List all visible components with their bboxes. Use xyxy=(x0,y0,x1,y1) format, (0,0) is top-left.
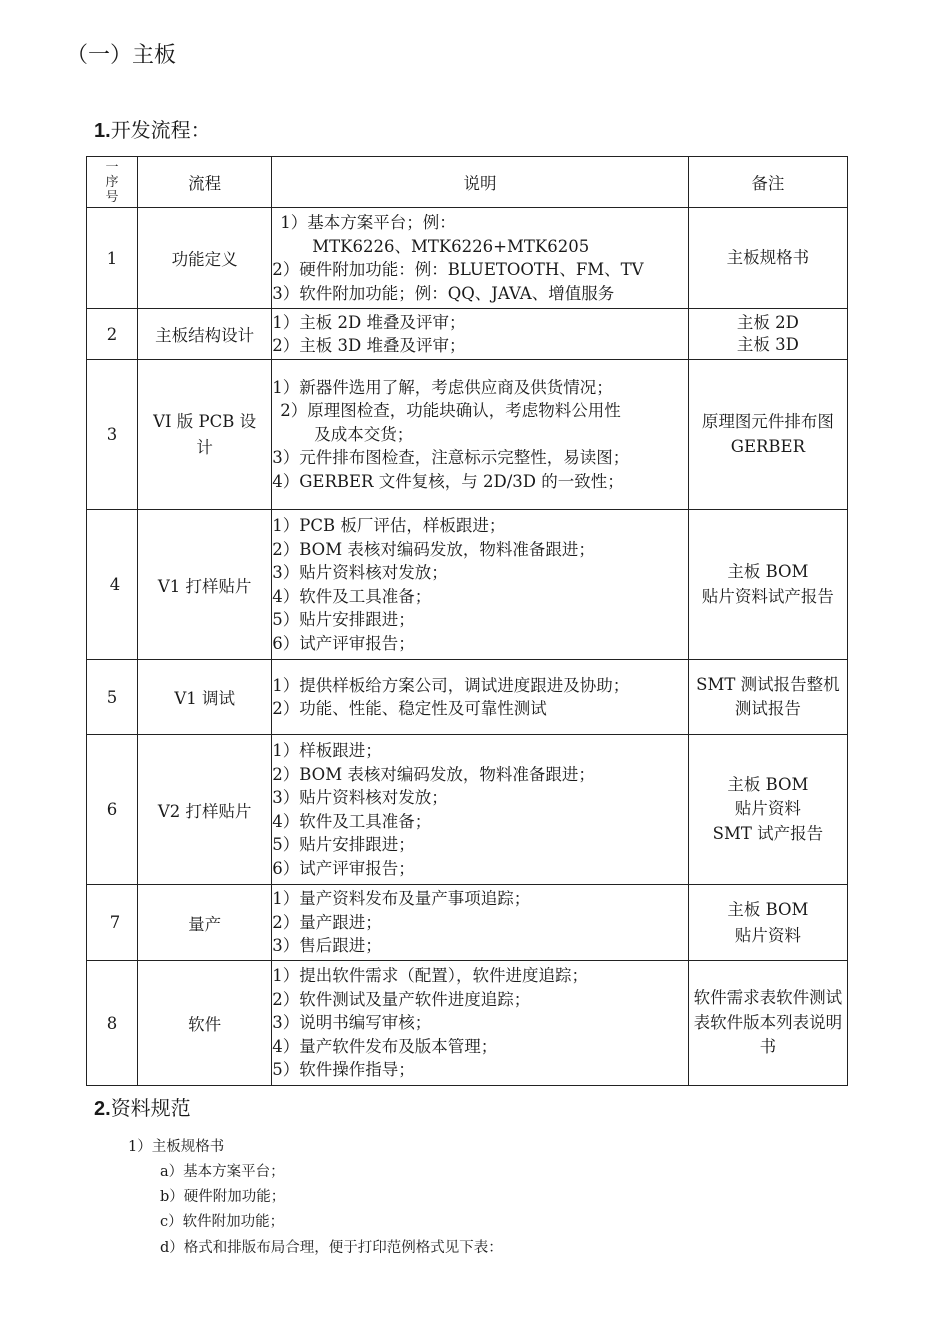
note-line: 原理图元件排布图 xyxy=(701,412,834,431)
desc-line: 4）软件及工具准备； xyxy=(272,811,432,831)
table-row xyxy=(87,208,848,309)
cell-flow: VI 版 PCB 设计 xyxy=(138,360,272,510)
desc-line: 3）贴片资料核对发放； xyxy=(272,563,448,582)
note-line: GERBER xyxy=(730,436,806,456)
note-line: 贴片资料试产报告 xyxy=(701,586,834,606)
cell-desc xyxy=(272,309,689,360)
section-2-title: 资料规范 xyxy=(110,1096,191,1120)
note-line: 主板 BOM xyxy=(727,774,809,794)
desc-line: 及成本交货； xyxy=(314,424,414,444)
section-1-number: 1. xyxy=(94,120,111,142)
desc-line: 2）主板 3D 堆叠及评审； xyxy=(272,336,466,355)
header-seq-char: 一 xyxy=(105,159,119,175)
cell-note xyxy=(688,885,847,961)
cell-flow: 功能定义 xyxy=(138,208,272,309)
cell-seq: 6 xyxy=(87,735,138,885)
cell-flow: 量产 xyxy=(138,885,272,961)
table-header-row xyxy=(87,157,848,208)
desc-line: 4）量产软件发布及版本管理； xyxy=(272,1036,498,1056)
desc-line: 3）贴片资料核对发放； xyxy=(272,788,448,807)
desc-line: 2）量产跟进； xyxy=(272,912,382,932)
note-line: 贴片资料 xyxy=(734,925,801,945)
spec-item-1: 1）主板规格书 xyxy=(128,1139,225,1155)
cell-seq: 5 xyxy=(87,660,138,735)
cell-flow: 主板结构设计 xyxy=(138,309,272,360)
desc-line: 5）贴片安排跟进； xyxy=(272,835,415,854)
cell-note xyxy=(688,510,847,660)
note-line: 贴片资料 xyxy=(734,799,801,819)
table-row xyxy=(87,510,848,660)
cell-desc xyxy=(272,208,689,309)
note-line: SMT 测试报告整机测试报告 xyxy=(696,674,840,718)
table-row xyxy=(87,735,848,885)
header-seq-char: 号 xyxy=(105,189,119,205)
desc-line: 5）贴片安排跟进； xyxy=(272,610,415,629)
cell-flow: 软件 xyxy=(138,961,272,1086)
cell-seq: 7 xyxy=(87,885,138,961)
desc-line: 1）新器件选用了解，考虑供应商及供货情况； xyxy=(272,377,613,397)
cell-note xyxy=(688,660,847,735)
section-2-heading xyxy=(94,1092,191,1121)
note-line: 主板规格书 xyxy=(726,247,810,267)
cell-desc xyxy=(272,961,689,1086)
spec-sub-item: d）格式和排版布局合理，便于打印范例格式见下表： xyxy=(160,1240,503,1256)
desc-line: 2）硬件附加功能：例：BLUETOOTH、FM、TV xyxy=(272,260,644,279)
cell-flow: V1 调试 xyxy=(138,660,272,735)
cell-note xyxy=(688,735,847,885)
desc-line: 4）软件及工具准备； xyxy=(272,586,432,606)
desc-line: 1）主板 2D 堆叠及评审； xyxy=(272,312,466,332)
cell-seq: 2 xyxy=(87,309,138,360)
table-row xyxy=(87,961,848,1086)
note-line: SMT 试产报告 xyxy=(712,823,824,843)
desc-line: 2）BOM 表核对编码发放，物料准备跟进； xyxy=(272,539,595,559)
desc-line: 6）试产评审报告； xyxy=(272,633,415,653)
spec-sub-item: b）硬件附加功能； xyxy=(160,1189,286,1205)
header-seq xyxy=(87,157,138,208)
section-2-number: 2. xyxy=(94,1098,111,1120)
desc-line: 2）功能、性能、稳定性及可靠性测试 xyxy=(272,699,547,718)
table-row xyxy=(87,360,848,510)
cell-flow: V1 打样贴片 xyxy=(138,510,272,660)
table-row xyxy=(87,660,848,735)
section-1-heading xyxy=(94,114,211,143)
page-heading: （一）主板 xyxy=(66,43,177,68)
note-line: 软件需求表软件测试表软件版本列表说明书 xyxy=(693,988,843,1057)
desc-line: 3）售后跟进； xyxy=(272,936,382,956)
cell-desc xyxy=(272,510,689,660)
cell-seq: 4 xyxy=(87,510,138,660)
desc-line: 2）软件测试及量产软件进度追踪； xyxy=(272,989,531,1009)
desc-line: 1）样板跟进； xyxy=(272,741,382,760)
desc-line: 2）BOM 表核对编码发放，物料准备跟进； xyxy=(272,764,595,784)
desc-line: MTK6226、MTK6226+MTK6205 xyxy=(312,236,590,256)
desc-line: 5）软件操作指导； xyxy=(272,1060,415,1080)
desc-line: 4）GERBER 文件复核，与 2D/3D 的一致性； xyxy=(272,471,624,491)
cell-note xyxy=(688,309,847,360)
desc-line: 3）软件附加功能；例：QQ、JAVA、增值服务 xyxy=(272,283,615,303)
header-seq-char: 序 xyxy=(105,174,119,190)
desc-line: 1）提供样板给方案公司，调试进度跟进及协助； xyxy=(272,675,630,695)
desc-line: 1）PCB 板厂评估，样板跟进； xyxy=(272,516,506,535)
spec-sub-item: a）基本方案平台； xyxy=(160,1164,285,1180)
cell-note xyxy=(688,208,847,309)
table-row xyxy=(87,309,848,360)
cell-seq: 3 xyxy=(87,360,138,510)
desc-line: 3）说明书编写审核； xyxy=(272,1013,432,1033)
table-row xyxy=(87,885,848,961)
cell-note xyxy=(688,360,847,510)
desc-line: 1）量产资料发布及量产事项追踪； xyxy=(272,889,531,909)
development-process-table xyxy=(86,156,848,1086)
cell-seq: 8 xyxy=(87,961,138,1086)
cell-note xyxy=(688,961,847,1086)
cell-desc xyxy=(272,660,689,735)
note-line: 主板 2D xyxy=(736,313,799,332)
cell-desc xyxy=(272,735,689,885)
desc-line: 6）试产评审报告； xyxy=(272,858,415,878)
header-flow: 流程 xyxy=(138,157,272,208)
cell-desc xyxy=(272,360,689,510)
desc-line: 3）元件排布图检查，注意标示完整性，易读图； xyxy=(272,448,630,468)
note-line: 主板 3D xyxy=(736,335,799,354)
desc-line: 1）提出软件需求（配置），软件进度追踪； xyxy=(272,966,588,986)
cell-flow: V2 打样贴片 xyxy=(138,735,272,885)
desc-line: 1）基本方案平台；例： xyxy=(280,213,456,232)
note-line: 主板 BOM xyxy=(727,562,809,581)
header-desc: 说明 xyxy=(272,157,689,208)
cell-seq: 1 xyxy=(87,208,138,309)
cell-desc xyxy=(272,885,689,961)
header-note: 备注 xyxy=(688,157,847,208)
spec-sub-item: c）软件附加功能； xyxy=(160,1214,285,1230)
section-1-title: 开发流程： xyxy=(110,118,211,142)
note-line: 主板 BOM xyxy=(727,899,809,919)
desc-line: 2）原理图检查，功能块确认，考虑物料公用性 xyxy=(280,401,621,421)
